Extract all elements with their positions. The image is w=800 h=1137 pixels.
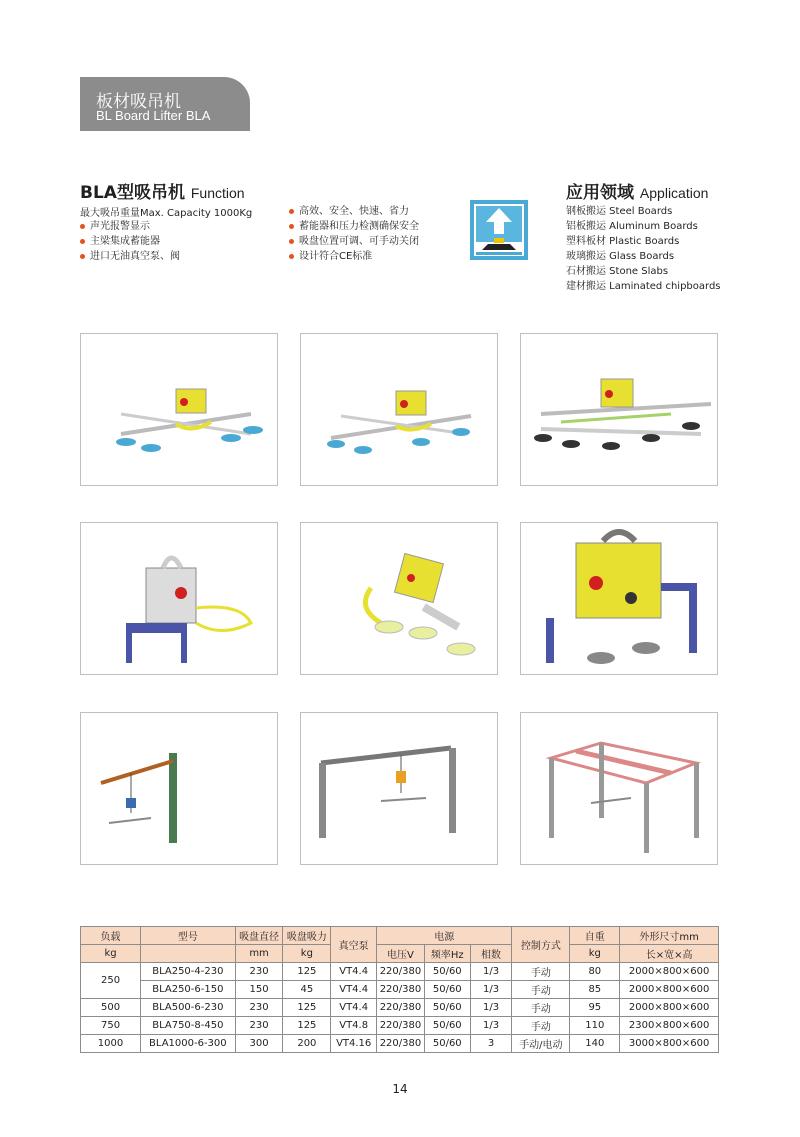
header-cell <box>141 945 236 963</box>
table-cell: VT4.4 <box>331 963 377 981</box>
table-cell: 2000×800×600 <box>620 999 719 1017</box>
header-cell: 自重 <box>570 927 620 945</box>
table-cell: 500 <box>81 999 141 1017</box>
board-lifter-long-beam-image <box>80 333 278 486</box>
application-list <box>566 204 721 294</box>
table-cell: BLA250-6-150 <box>141 981 236 999</box>
table-cell: 220/380 <box>377 1017 425 1035</box>
table-cell: 50/60 <box>424 999 470 1017</box>
table-cell: VT4.4 <box>331 981 377 999</box>
function-title-cn: BLA型吸吊机 <box>80 183 185 203</box>
table-cell: 50/60 <box>424 981 470 999</box>
table-cell: VT4.16 <box>331 1035 377 1053</box>
table-cell: 2300×800×600 <box>620 1017 719 1035</box>
application-item: 石材搬运 Stone Slabs <box>566 266 669 277</box>
table-cell: 2000×800×600 <box>620 963 719 981</box>
function-item: 吸盘位置可调、可手动关闭 <box>289 234 419 249</box>
board-lifter-closeup-image <box>520 522 718 675</box>
table-cell: 45 <box>283 981 331 999</box>
table-cell: 50/60 <box>424 963 470 981</box>
function-item: 进口无油真空泵、阀 <box>80 249 180 264</box>
table-row <box>81 1017 719 1035</box>
application-item: 铝板搬运 Aluminum Boards <box>566 221 698 232</box>
table-cell: 3 <box>470 1035 512 1053</box>
table-cell: 750 <box>81 1017 141 1035</box>
table-cell: 125 <box>283 999 331 1017</box>
header-cell: 外形尺寸mm <box>620 927 719 945</box>
header-cell: mm <box>235 945 283 963</box>
table-cell: 3000×800×600 <box>620 1035 719 1053</box>
board-lifter-multi-cup-image <box>520 333 718 486</box>
application-title-en: Application <box>639 185 709 201</box>
table-cell: 150 <box>235 981 283 999</box>
header-cell: kg <box>81 945 141 963</box>
table-row <box>81 963 719 981</box>
function-item: 高效、安全、快速、省力 <box>289 204 419 219</box>
function-heading <box>80 178 245 203</box>
header-cell: 型号 <box>141 927 236 945</box>
table-cell: 200 <box>283 1035 331 1053</box>
table-cell: 80 <box>570 963 620 981</box>
table-cell: 300 <box>235 1035 283 1053</box>
table-cell: 125 <box>283 963 331 981</box>
header-cell: 吸盘吸力 <box>283 927 331 945</box>
application-item: 塑料板材 Plastic Boards <box>566 236 680 247</box>
function-item: 声光报警显示 <box>80 219 180 234</box>
function-title-en: Function <box>190 185 245 201</box>
table-cell: 110 <box>570 1017 620 1035</box>
table-cell: 230 <box>235 1017 283 1035</box>
table-cell: VT4.8 <box>331 1017 377 1035</box>
table-cell: 1/3 <box>470 963 512 981</box>
board-lifter-compact-image <box>300 522 498 675</box>
function-item: 蓄能器和压力检测确保安全 <box>289 219 419 234</box>
section-title-cn: 板材吸吊机 <box>96 92 181 112</box>
header-cell: 吸盘直径 <box>235 927 283 945</box>
function-list-1 <box>80 219 180 264</box>
specification-table <box>80 926 719 1053</box>
board-lifter-on-stand-image <box>80 522 278 675</box>
function-item: 设计符合CE标准 <box>289 249 419 264</box>
table-cell: 250 <box>81 963 141 999</box>
table-cell: 230 <box>235 963 283 981</box>
application-item: 建材搬运 Laminated chipboards <box>566 281 721 292</box>
header-cell: 电压V <box>377 945 425 963</box>
function-item: 主梁集成蓄能器 <box>80 234 180 249</box>
table-cell: 手动 <box>512 981 570 999</box>
table-cell: 140 <box>570 1035 620 1053</box>
table-cell: 220/380 <box>377 999 425 1017</box>
table-cell: 手动 <box>512 999 570 1017</box>
page-number: 14 <box>392 1082 408 1096</box>
header-cell: 负载 <box>81 927 141 945</box>
table-cell: 95 <box>570 999 620 1017</box>
table-cell: BLA500-6-230 <box>141 999 236 1017</box>
table-cell: 手动 <box>512 963 570 981</box>
application-item: 玻璃搬运 Glass Boards <box>566 251 675 262</box>
section-tab <box>80 77 250 131</box>
gantry-crane-image <box>300 712 498 865</box>
table-cell: 50/60 <box>424 1035 470 1053</box>
table-cell: 220/380 <box>377 963 425 981</box>
table-cell: 220/380 <box>377 981 425 999</box>
function-list-2 <box>289 204 419 264</box>
table-row <box>81 1035 719 1053</box>
table-cell: 手动 <box>512 1017 570 1035</box>
table-cell: 1/3 <box>470 1017 512 1035</box>
capacity-text: 最大吸吊重量Max. Capacity 1000Kg <box>80 208 253 219</box>
application-item: 钢板搬运 Steel Boards <box>566 206 673 217</box>
table-cell: BLA1000-6-300 <box>141 1035 236 1053</box>
table-cell: 220/380 <box>377 1035 425 1053</box>
header-cell: 电源 <box>377 927 512 945</box>
table-cell: 手动/电动 <box>512 1035 570 1053</box>
table-row <box>81 981 719 999</box>
table-cell: 1000 <box>81 1035 141 1053</box>
header-cell: kg <box>570 945 620 963</box>
application-title-cn: 应用领域 <box>566 183 634 203</box>
section-title-en: BL Board Lifter BLA <box>96 108 211 123</box>
application-heading <box>566 178 708 203</box>
table-cell: 125 <box>283 1017 331 1035</box>
table-cell: 2000×800×600 <box>620 981 719 999</box>
header-cell: 长×宽×高 <box>620 945 719 963</box>
table-cell: BLA750-8-450 <box>141 1017 236 1035</box>
table-cell: 1/3 <box>470 981 512 999</box>
header-cell: kg <box>283 945 331 963</box>
header-cell: 相数 <box>470 945 512 963</box>
table-header-row <box>81 927 719 945</box>
table-cell: BLA250-4-230 <box>141 963 236 981</box>
header-cell: 控制方式 <box>512 927 570 963</box>
jib-crane-image <box>80 712 278 865</box>
header-cell: 真空泵 <box>331 927 377 963</box>
table-cell: 1/3 <box>470 999 512 1017</box>
header-cell: 频率Hz <box>424 945 470 963</box>
board-lifter-long-beam-image <box>300 333 498 486</box>
lift-arrow-icon <box>470 200 528 260</box>
table-subheader-row <box>81 945 719 963</box>
table-cell: 230 <box>235 999 283 1017</box>
table-cell: 50/60 <box>424 1017 470 1035</box>
table-cell: 85 <box>570 981 620 999</box>
table-cell: VT4.4 <box>331 999 377 1017</box>
table-row <box>81 999 719 1017</box>
overhead-rail-image <box>520 712 718 865</box>
